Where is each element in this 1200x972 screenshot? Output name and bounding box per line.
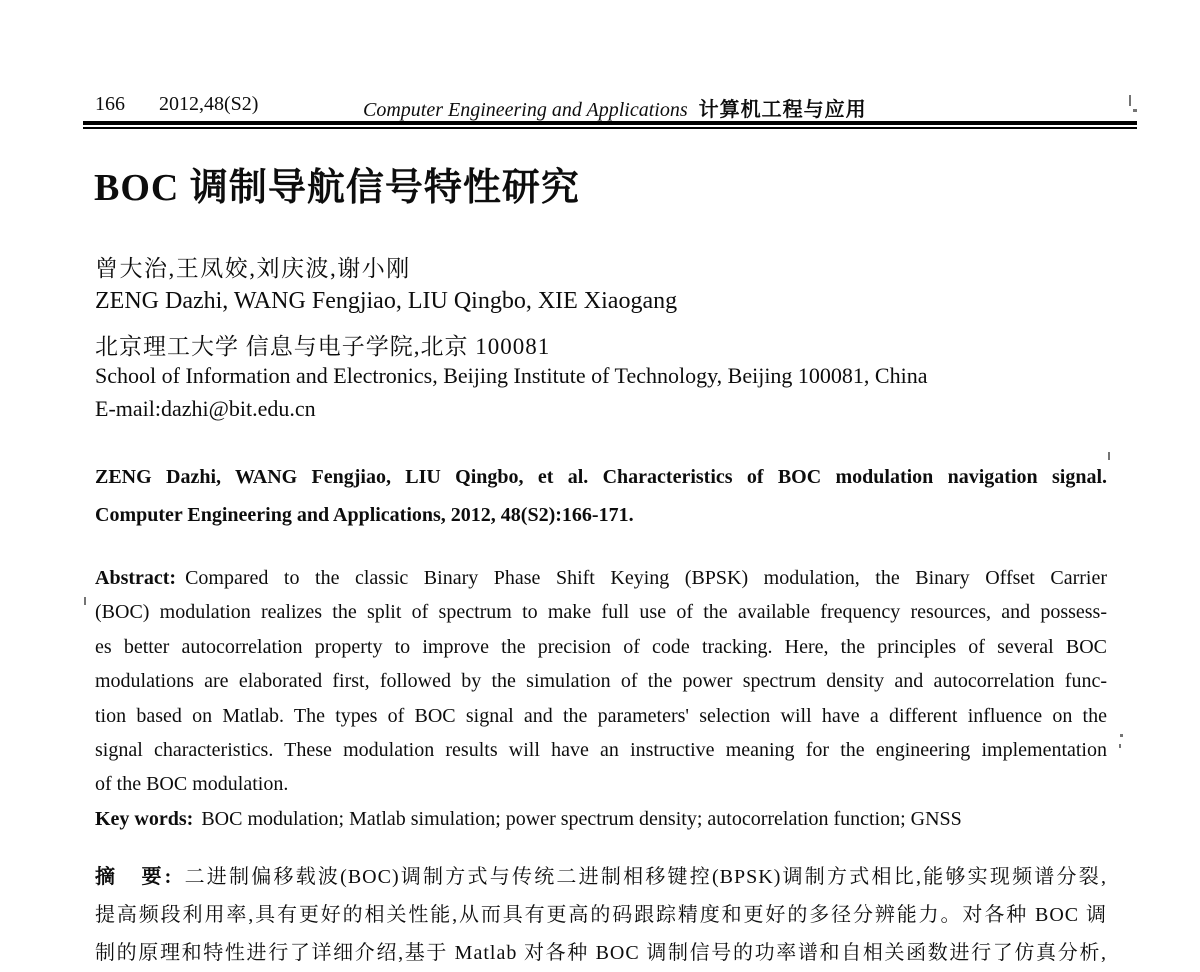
journal-name [363, 93, 867, 122]
citation-line: ZENG Dazhi, WANG Fengjiao, LIU Qingbo, et al. Characteristics of BOC modulation navigation signal. [95, 466, 1107, 488]
abstract-line: tion based on Matlab. The types of BOC signal and the parameters' selection will have a different influence on the [95, 704, 1107, 727]
abstract-label: Abstract: [95, 567, 177, 589]
affiliation-chinese: 北京理工大学 信息与电子学院,北京 100081 [95, 334, 551, 359]
abstract-line: (BOC) modulation realizes the split of spectrum to make full use of the available frequency resources, and possess- [95, 601, 1107, 624]
chinese-abstract [95, 858, 1107, 972]
scan-speck [1133, 109, 1137, 112]
paper-title: BOC 调制导航信号特性研究 [94, 167, 580, 209]
scan-speck [1129, 95, 1131, 106]
journal-name-en: Computer Engineering and Applications [363, 99, 688, 121]
authors-english: ZENG Dazhi, WANG Fengjiao, LIU Qingbo, XIE Xiaogang [95, 288, 678, 314]
affiliation-english: School of Information and Electronics, Beijing Institute of Technology, Beijing 100081, China [95, 363, 928, 388]
scan-speck [1108, 452, 1110, 460]
abstract-line: signal characteristics. These modulation results will have an instructive meaning for the engineering implementation [95, 739, 1107, 762]
email-line: E-mail:dazhi@bit.edu.cn [95, 396, 316, 421]
authors-chinese: 曾大治,王凤姣,刘庆波,谢小刚 [95, 256, 411, 281]
scan-speck [84, 597, 86, 605]
keywords-label: Key words: [95, 808, 194, 830]
english-abstract [95, 561, 1107, 802]
keywords-line [95, 802, 1107, 836]
header-double-rule [83, 121, 1137, 129]
issue-info: 2012,48(S2) [159, 93, 259, 115]
chinese-abstract-line: 提高频段利用率,具有更好的相关性能,从而具有更高的码跟踪精度和更好的多径分辨能力。对各种 BOC 调 [95, 904, 1107, 926]
abstract-line [95, 561, 1107, 595]
abstract-line: es better autocorrelation property to improve the precision of code tracking. Here, the principles of several BOC [95, 635, 1107, 658]
scan-speck [1120, 734, 1123, 737]
abstract-text: Compared to the classic Binary Phase Shift Keying (BPSK) modulation, the Binary Offset Carrier [185, 567, 1107, 589]
abstract-line: modulations are elaborated first, followed by the simulation of the power spectrum density and autocorrelation func- [95, 670, 1107, 693]
chinese-abstract-line: 制的原理和特性进行了详细介绍,基于 Matlab 对各种 BOC 调制信号的功率谱和自相关函数进行了仿真分析, [95, 942, 1107, 964]
chinese-abstract-text: 二进制偏移载波(BOC)调制方式与传统二进制相移键控(BPSK)调制方式相比,能够实现频谱分裂, [183, 866, 1107, 888]
journal-header [95, 93, 1140, 119]
chinese-abstract-line [95, 858, 1107, 896]
abstract-line: of the BOC modulation. [95, 773, 289, 796]
citation-block [95, 458, 1107, 534]
citation-line: Computer Engineering and Applications, 2012, 48(S2):166-171. [95, 504, 634, 526]
scan-speck [1119, 744, 1121, 748]
chinese-abstract-label: 摘 要: [95, 866, 174, 888]
keywords-text: BOC modulation; Matlab simulation; power spectrum density; autocorrelation function; GNSS [201, 808, 962, 830]
journal-name-cn: 计算机工程与应用 [698, 99, 867, 121]
page-number: 166 [95, 93, 125, 115]
